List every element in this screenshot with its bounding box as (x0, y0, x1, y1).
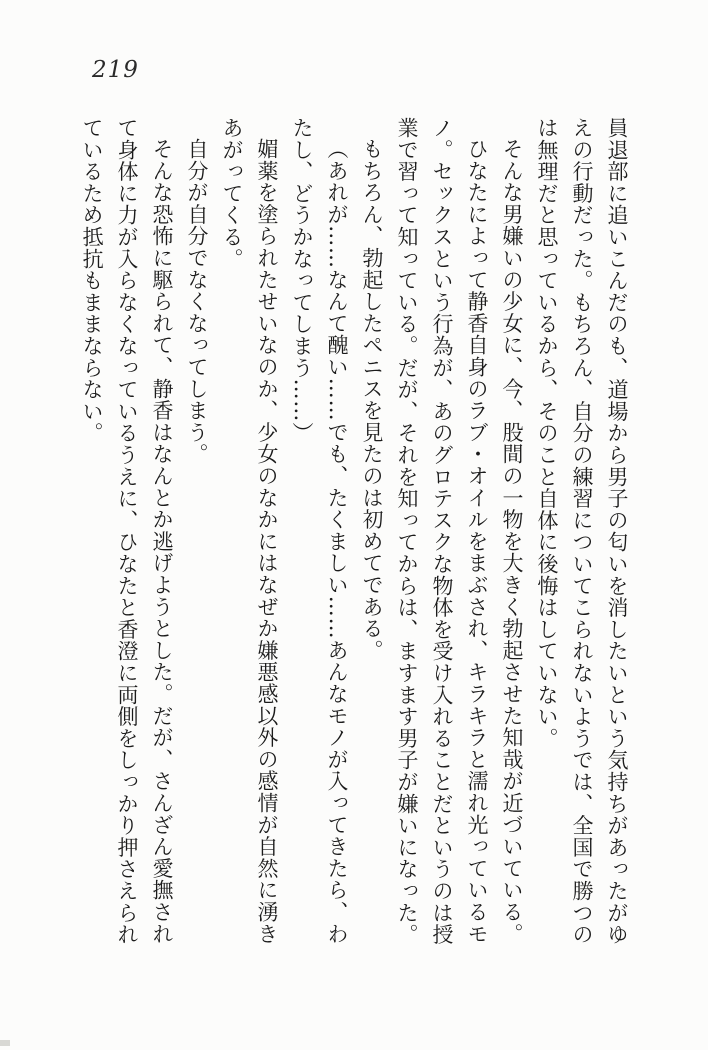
page-number: 219 (92, 57, 139, 83)
paragraph-8: そんな恐怖に駆られて、静香はなんとか逃げようとした。だが、さんざん愛撫されて身体に力が入らなくなっているうえに、ひなたと香澄に両側をしっかり押さえられているため抵抗もままならない。 (80, 117, 174, 946)
page-text (74, 117, 634, 950)
paragraph-1: 員退部に追いこんだのも、道場から男子の匂いを消したいという気持ちがあったがゆえの行動だった。もちろん、自分の練習についてこられないようでは、全国で勝つのは無理だと思っているから、そのこと自体に後悔はしていない。 (535, 117, 629, 946)
paragraph-6: 媚薬を塗られたせいなのか、少女のなかにはなぜか嫌悪感以外の感情が自然に湧きあがってくる。 (220, 117, 279, 945)
paragraph-7: 自分が自分でなくなってしまう。 (185, 138, 209, 465)
scan-artifact (0, 1040, 10, 1046)
paragraph-4: もちろん、勃起したペニスを見たのは初めてである。 (360, 138, 384, 662)
paragraph-5: （あれが……なんて醜い……でも、たくましい……あんなモノが入ってきたら、わたし、どうかなってしまう……） (290, 117, 349, 945)
paragraph-3: ひなたによって静香自身のラブ・オイルをまぶされ、キラキラと濡れ光っているモノ。セックスという行為が、あのグロテスクな物体を受け入れることだというのは授業で習って知っている。だが、それを知ってからは、ますます男子が嫌いになった。 (395, 117, 489, 946)
paragraph-2: そんな男嫌いの少女に、今、股間の一物を大きく勃起させた知哉が近づいている。 (500, 138, 524, 945)
